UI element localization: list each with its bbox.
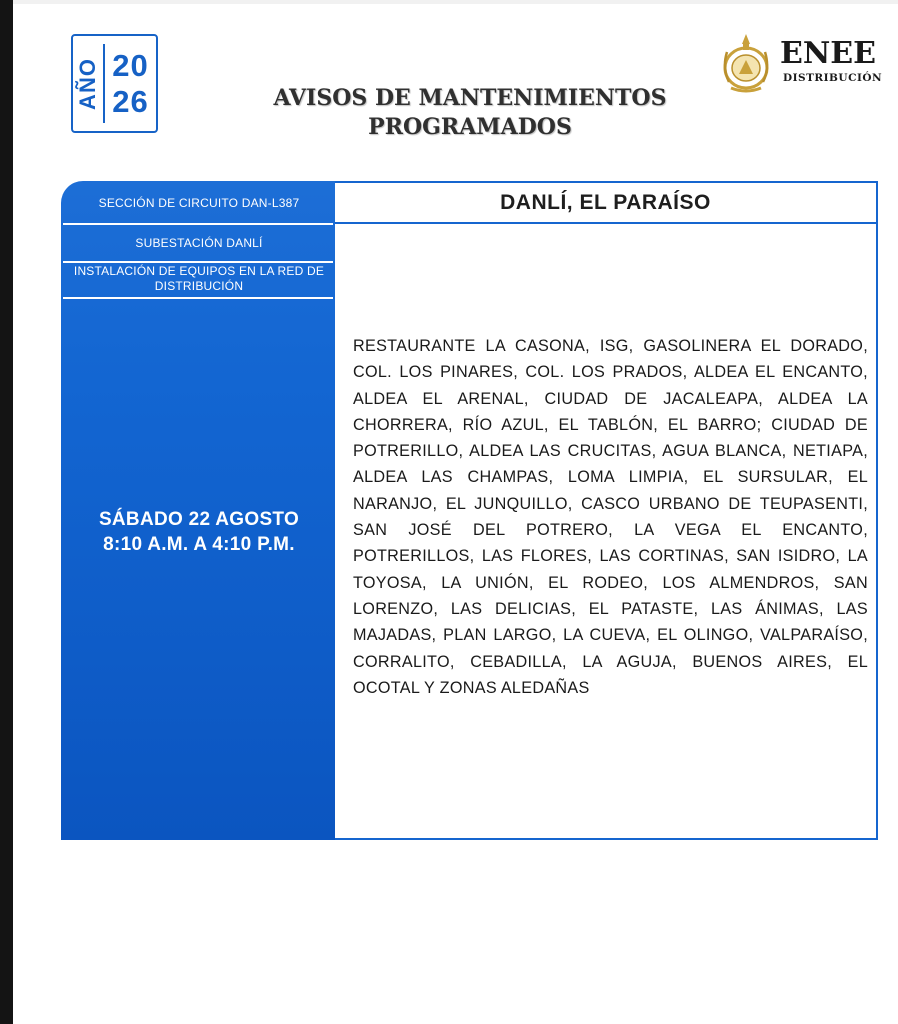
location-title: DANLÍ, EL PARAÍSO	[335, 183, 876, 224]
brand-subtitle: DISTRIBUCIÓN	[783, 72, 883, 84]
screen-edge	[0, 0, 13, 1024]
year-word-box	[73, 36, 103, 131]
year-badge	[71, 34, 158, 133]
schedule-date: SÁBADO 22 AGOSTO	[98, 509, 300, 530]
divider	[63, 297, 333, 299]
honduras-coat-of-arms-icon	[719, 32, 773, 94]
substation-label: SUBESTACIÓN DANLÍ	[135, 235, 263, 250]
notice-info-panel	[61, 181, 335, 840]
circuit-section-label: SECCIÓN DE CIRCUITO DAN-L387	[98, 195, 300, 210]
year-digits-top: 20	[112, 47, 149, 83]
schedule-block	[63, 507, 335, 557]
screen-top-edge	[13, 0, 898, 4]
year-digits	[105, 36, 156, 131]
year-digits-bottom: 26	[112, 83, 149, 119]
affected-areas-text: RESTAURANTE LA CASONA, ISG, GASOLINERA EL DORADO, COL. LOS PINARES, COL. LOS PRADOS, ALDEA EL ENCANTO, ALDEA EL ARENAL, CIUDAD DE JACALEAPA, ALDEA LA CHORRERA, RÍO AZUL, EL TABLÓN, EL BARRO; CIUDAD DE POTRERILLO, ALDEA LAS CRUCITAS, AGUA BLANCA, NETIAPA, ALDEA LAS CHAMPAS, LOMA LIMPIA, EL SURSULAR, EL NARANJO, EL JUNQUILLO, CASCO URBANO DE TEUPASENTI, SAN JOSÉ DEL POTRERO, LA VEGA EL ENCANTO, POTRERILLOS, LAS FLORES, LAS CORTINAS, SAN ISIDRO, LA TOYOSA, LA UNIÓN, EL RODEO, LOS ALMENDROS, SAN LORENZO, LAS DELICIAS, EL PATASTE, LAS ÁNIMAS, LAS MAJADAS, PLAN LARGO, LA CUEVA, EL OLINGO, VALPARAÍSO, CORRALITO, CEBADILLA, LA AGUJA, BUENOS AIRES, EL OCOTAL Y ZONAS ALEDAÑAS	[353, 337, 868, 697]
work-type-label: INSTALACIÓN DE EQUIPOS EN LA RED DE DISTRIBUCIÓN	[73, 264, 325, 293]
page-title-line2: PROGRAMADOS	[368, 114, 572, 140]
page-title	[245, 84, 695, 142]
brand-name: ENEE	[780, 36, 877, 71]
year-word: AÑO	[75, 57, 101, 110]
schedule-time: 8:10 A.M. A 4:10 P.M.	[103, 534, 295, 555]
page-title-line1: AVISOS DE MANTENIMIENTOS	[273, 85, 667, 111]
notice-detail-panel	[335, 181, 878, 840]
